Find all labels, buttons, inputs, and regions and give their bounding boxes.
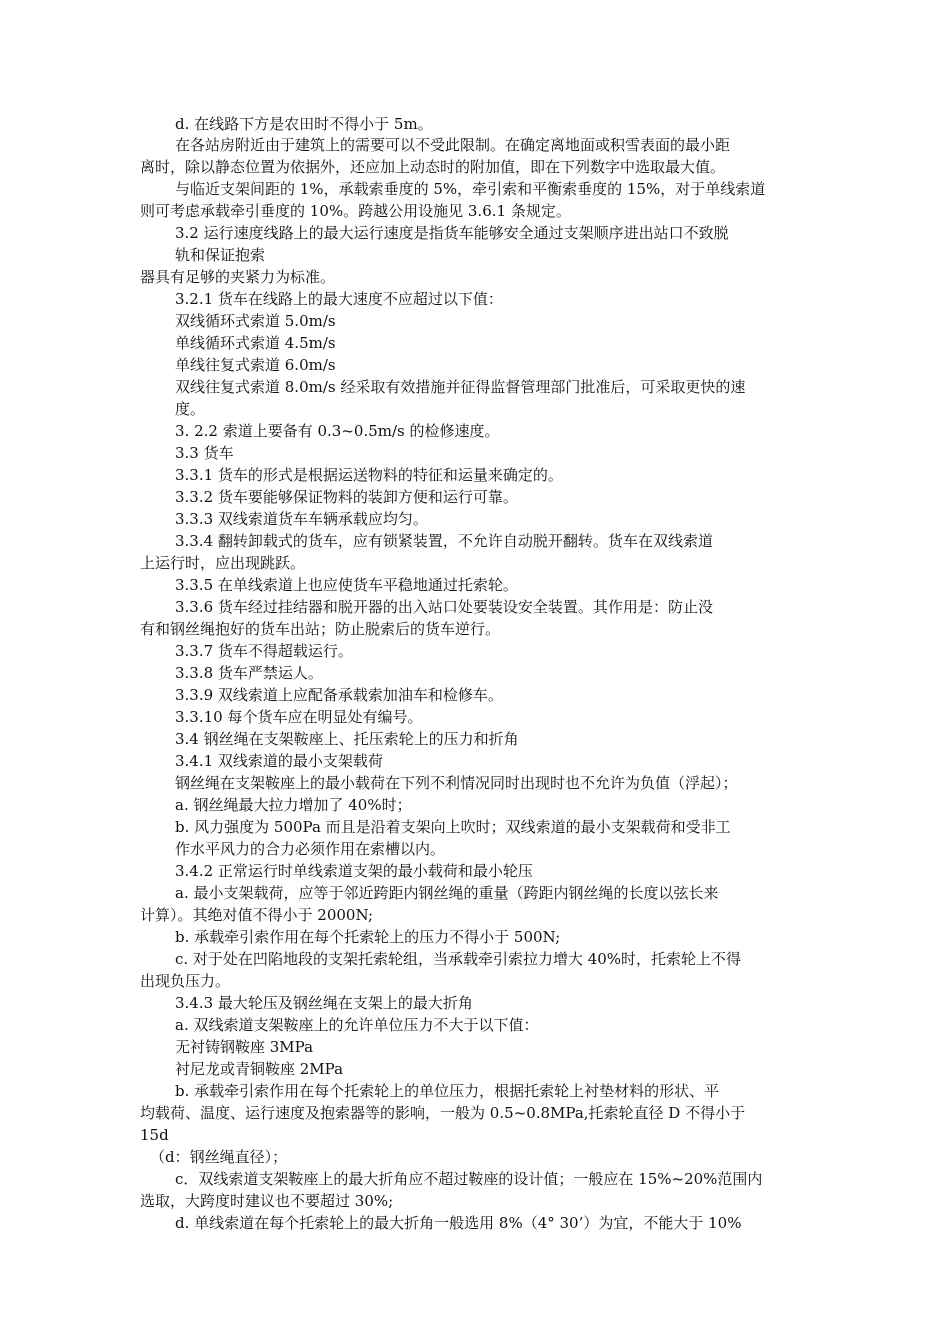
text-line: 上运行时，应出现跳跃。 (140, 554, 306, 572)
text-line: 双线循环式索道 5.0m/s (175, 312, 336, 330)
text-line: 钢丝绳在支架鞍座上的最小载荷在下列不利情况同时出现时也不允许为负值（浮起）； (175, 774, 738, 792)
text-line: 3.3.9 双线索道上应配备承载索加油车和检修车。 (175, 686, 503, 704)
text-line: 3.3.4 翻转卸载式的货车，应有锁紧装置，不允许自动脱开翻转。货车在双线索道 (175, 532, 713, 550)
text-line: 3.3.3 双线索道货车车辆承载应均匀。 (175, 510, 428, 528)
text-line: b. 风力强度为 500Pa 而且是沿着支架向上吹时；双线索道的最小支架载荷和受非工 (175, 818, 731, 836)
text-line: 有和钢丝绳抱好的货车出站；防止脱索后的货车逆行。 (140, 620, 501, 638)
text-line: 3.3.10 每个货车应在明显处有编号。 (175, 708, 423, 726)
text-line: a. 最小支架载荷，应等于邻近跨距内钢丝绳的重量（跨距内钢丝绳的长度以弦长来 (175, 884, 719, 902)
text-line: 3.2 运行速度线路上的最大运行速度是指货车能够安全通过支架顺序进出站口不致脱 (175, 224, 729, 242)
text-line: 作水平风力的合力必须作用在索槽以内。 (175, 840, 446, 858)
text-line: 衬尼龙或青铜鞍座 2MPa (175, 1060, 344, 1078)
text-line: 15d (140, 1126, 169, 1144)
text-line: 均载荷、温度、运行速度及抱索器等的影响，一般为 0.5~0.8MPa,托索轮直径 D 不得小于 (140, 1104, 746, 1122)
text-line: 与临近支架间距的 1%，承载索垂度的 5%，牵引索和平衡索垂度的 15%，对于单线索道 (175, 180, 766, 198)
text-line: c．双线索道支架鞍座上的最大折角应不超过鞍座的设计值；一般应在 15%~20%范围内 (175, 1170, 763, 1188)
text-line: 离时，除以静态位置为依据外，还应加上动态时的附加值，即在下列数字中选取最大值。 (140, 158, 726, 176)
text-line: 3.3.1 货车的形式是根据运送物料的特征和运量来确定的。 (175, 466, 563, 484)
text-line: 则可考虑承载牵引垂度的 10%。跨越公用设施见 3.6.1 条规定。 (140, 202, 571, 220)
text-line: 单线往复式索道 6.0m/s (175, 356, 336, 374)
text-line: 3.4.3 最大轮压及钢丝绳在支架上的最大折角 (175, 994, 473, 1012)
text-line: a. 双线索道支架鞍座上的允许单位压力不大于以下值： (175, 1016, 539, 1034)
text-line: b. 承载牵引索作用在每个托索轮上的单位压力，根据托索轮上衬垫材料的形状、平 (175, 1082, 720, 1100)
text-line: 计算）。其绝对值不得小于 2000N; (140, 906, 374, 924)
text-line: 3.3 货车 (175, 444, 234, 462)
text-line: 无衬铸钢鞍座 3MPa (175, 1038, 314, 1056)
text-line: 度。 (175, 400, 206, 418)
text-line: 3.3.5 在单线索道上也应使货车平稳地通过托索轮。 (175, 576, 518, 594)
text-line: （d：钢丝绳直径）； (150, 1148, 288, 1166)
text-line: 3.3.6 货车经过挂结器和脱开器的出入站口处要装设安全装置。其作用是：防止没 (175, 598, 713, 616)
text-line: 3.3.2 货车要能够保证物料的装卸方便和运行可靠。 (175, 488, 518, 506)
text-line: a. 钢丝绳最大拉力增加了 40%时； (175, 796, 412, 814)
text-line: 选取，大跨度时建议也不要超过 30%; (140, 1192, 394, 1210)
text-line: 3.3.7 货车不得超载运行。 (175, 642, 353, 660)
text-line: c. 对于处在凹陷地段的支架托索轮组，当承载牵引索拉力增大 40%时，托索轮上不得 (175, 950, 742, 968)
text-line: 3.4.2 正常运行时单线索道支架的最小载荷和最小轮压 (175, 862, 533, 880)
text-line: d. 在线路下方是农田时不得小于 5m。 (175, 115, 433, 133)
text-line: 在各站房附近由于建筑上的需要可以不受此限制。在确定离地面或积雪表面的最小距 (175, 136, 731, 154)
text-line: 3. 2.2 索道上要备有 0.3~0.5m/s 的检修速度。 (175, 422, 500, 440)
text-line: 3.3.8 货车严禁运人。 (175, 664, 323, 682)
text-line: 单线循环式索道 4.5m/s (175, 334, 336, 352)
text-line: 3.2.1 货车在线路上的最大速度不应超过以下值： (175, 290, 503, 308)
text-line: b. 承载牵引索作用在每个托索轮上的压力不得小于 500N; (175, 928, 561, 946)
text-line: 轨和保证抱索 (175, 246, 266, 264)
text-line: 出现负压力。 (140, 972, 231, 990)
text-line: d. 单线索道在每个托索轮上的最大折角一般选用 8%（4° 30’）为宜，不能大于 10% (175, 1214, 742, 1232)
text-line: 双线往复式索道 8.0m/s 经采取有效措施并征得监督管理部门批准后，可采取更快的速 (175, 378, 746, 396)
text-line: 3.4.1 双线索道的最小支架载荷 (175, 752, 383, 770)
text-line: 器具有足够的夹紧力为标准。 (140, 268, 336, 286)
text-line: 3.4 钢丝绳在支架鞍座上、托压索轮上的压力和折角 (175, 730, 519, 748)
